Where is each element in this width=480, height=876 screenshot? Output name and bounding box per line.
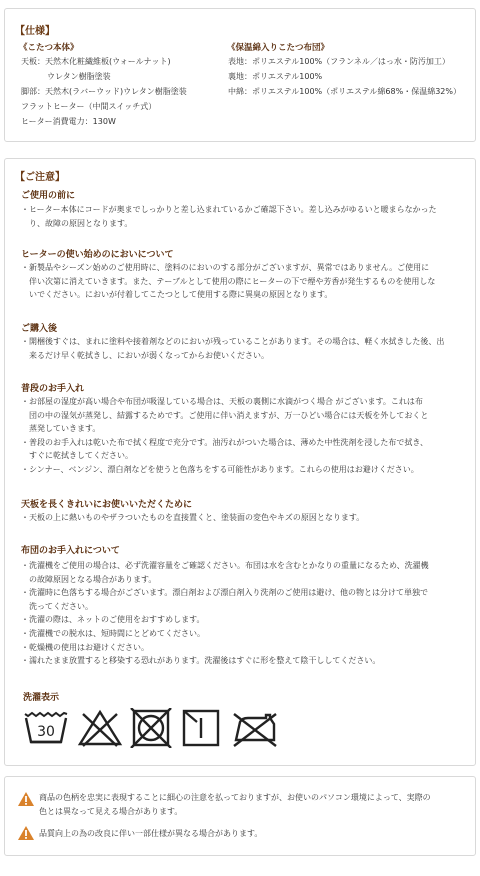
caution-panel	[4, 158, 476, 766]
body-line: ・ヒーター本体にコードが奥までしっかりと差し込まれているかご確認下さい。差し込みがゆるいと暖まらなかった	[21, 205, 437, 214]
line-dry-shade-icon	[180, 708, 222, 748]
no-bleach-icon	[77, 708, 123, 748]
section-body-odor	[21, 261, 461, 302]
kotatsu-line: ヒーター消費電力：130W	[21, 117, 116, 126]
body-line: り、故障の原因となります。	[21, 218, 133, 228]
body-line: 伴い次第に消えていきます。また、テーブルとして使用の際にヒーターの下で煙や芳香が発生するものを使用しな	[21, 276, 436, 286]
section-heading-daily-care: 普段のお手入れ	[21, 384, 85, 394]
section-heading-futon-care: 布団のお手入れについて	[21, 546, 120, 556]
body-line: ・濡れたまま放置すると移染する恐れがあります。洗濯後はすぐに形を整えて陰干ししてください。	[21, 656, 381, 666]
futon-heading: 《保温綿入りこたつ布団》	[227, 43, 330, 53]
body-line: ・天板の上に熱いものやザラついたものを直接置くと、塗装面の変色やキズの原因となります。	[21, 513, 365, 522]
kotatsu-heading: 《こたつ本体》	[19, 43, 79, 53]
notice-color-line: 色とは異なって見える場合があります。	[39, 807, 183, 816]
wash-30-icon	[22, 708, 70, 748]
warning-icon	[17, 825, 35, 841]
section-body-futon-care	[21, 559, 461, 668]
section-body-after-purchase	[21, 335, 461, 362]
body-line: ・洗濯機での脱水は、短時間にとどめてください。	[21, 628, 205, 638]
futon-line: 中綿：ポリエステル100%（ポリエステル綿68%・保温綿32%）	[228, 87, 461, 96]
kotatsu-line: 脚部：天然木(ラバーウッド)ウレタン樹脂塗装	[21, 87, 187, 96]
kotatsu-line: フラットヒーター（中間スイッチ式）	[21, 102, 157, 111]
no-tumble-dry-icon	[130, 708, 172, 748]
notice-panel	[4, 776, 476, 856]
body-line: ・新製品やシーズン始めのご使用時に、塗料のにおいのする部分がございますが、異常ではありません。ご使用に	[21, 263, 430, 272]
body-line: いでください。においが付着してこたつとして使用する際に異臭の原因となります。	[21, 290, 333, 300]
futon-line: 表地：ポリエステル100%（フランネル／はっ水・防汚加工）	[228, 57, 450, 66]
body-line: ・お部屋の湿度が高い場合や布団が吸湿している場合は、天板の裏側に水滴がつく場合 がございます。これは布	[21, 397, 423, 406]
section-body-daily-care	[21, 395, 461, 477]
body-line: ・乾燥機の使用はお避けください。	[21, 642, 149, 652]
section-body-tabletop-care	[21, 511, 461, 525]
warning-icon	[17, 791, 35, 807]
section-heading-before-use: ご使用の前に	[21, 191, 76, 201]
body-line: ・普段のお手入れは乾いた布で拭く程度で充分です。油汚れがついた場合は、薄めた中性洗剤を浸した布で拭き、	[21, 437, 429, 447]
section-heading-after-purchase: ご購入後	[21, 324, 58, 334]
body-line: ・開梱後すぐは、まれに塗料や接着剤などのにおいが残っていることがあります。その場合は、軽く水拭きした後、出	[21, 337, 445, 346]
futon-line: 裏地：ポリエステル100%	[228, 72, 323, 81]
body-line: 来るだけ早く乾拭きし、においが弱くなってからお使いください。	[21, 350, 269, 360]
section-body-before-use	[21, 203, 461, 230]
body-line: すぐに乾拭きしてください。	[21, 451, 133, 461]
notice-spec-change: 品質向上の為の改良に伴い一部仕様が異なる場合があります。	[39, 829, 263, 838]
body-line: ・洗濯時に色落ちする場合がございます。漂白剤および漂白剤入り洗剤のご使用は避け、他の物とは分けて単独で	[21, 588, 429, 598]
no-iron-icon	[230, 708, 280, 748]
specs-panel	[4, 8, 476, 142]
body-line: 洗ってください。	[21, 601, 93, 611]
body-line: 団の中の湿気が蒸発し、結露するためです。ご使用に伴い消えますが、万一ひどい場合には天板を外しておくと	[21, 410, 429, 420]
body-line: ・シンナー、ベンジン、漂白剤などを使うと色落ちをする可能性があります。これらの使用はお避けください。	[21, 464, 419, 474]
laundry-symbols	[22, 708, 292, 756]
specs-title: 【仕様】	[15, 26, 55, 37]
body-line: 蒸発していきます。	[21, 424, 101, 434]
kotatsu-line: 天板：天然木化粧繊維板(ウォールナット)	[21, 57, 171, 66]
notice-color-line: 商品の色柄を忠実に表現することに細心の注意を払っておりますが、お使いのパソコン環境によって、実際の	[39, 793, 431, 802]
kotatsu-line: ウレタン樹脂塗装	[47, 72, 111, 81]
caution-title: 【ご注意】	[15, 172, 65, 183]
body-line: ・洗濯の際は、ネットのご使用をおすすめします。	[21, 615, 205, 625]
section-heading-odor: ヒーターの使い始めのにおいについて	[21, 250, 174, 260]
body-line: ・洗濯機をご使用の場合は、必ず洗濯容量をご確認ください。布団は水を含むとかなりの重量になるため、洗濯機	[21, 561, 429, 570]
laundry-heading: 洗濯表示	[23, 693, 60, 703]
section-heading-tabletop-care: 天板を長くきれいにお使いいただくために	[21, 500, 193, 510]
wash-temp-label: 30	[37, 724, 55, 740]
body-line: の故障原因となる場合があります。	[21, 574, 157, 584]
